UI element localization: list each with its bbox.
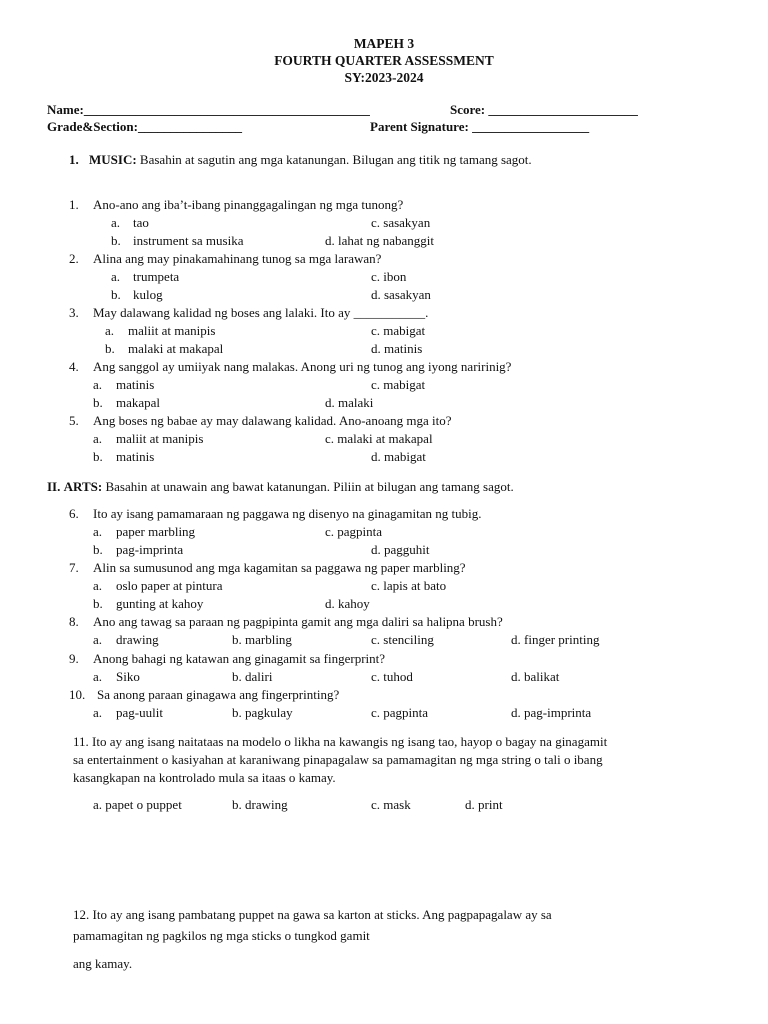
q9-choice-a-letter[interactable]: a. [93, 669, 103, 684]
q5-choice-b-letter[interactable]: b. [93, 449, 103, 464]
section-arts-title: ARTS: [63, 479, 103, 494]
parent-signature-field[interactable]: Parent Signature: __________________ [370, 119, 590, 134]
question-7-text: Alin sa sumusunod ang mga kagamitan sa paggawa ng paper marbling? [93, 560, 466, 575]
question-2-number: 2. [69, 251, 79, 266]
q6-choice-d[interactable]: d. pagguhit [371, 542, 430, 557]
section-music-instruction: Basahin at sagutin ang mga katanungan. Bilugan ang titik ng tamang sagot. [139, 152, 532, 167]
q3-choice-d[interactable]: d. matinis [371, 341, 423, 356]
question-1-number: 1. [69, 197, 79, 212]
q11-choice-a[interactable]: a. papet o puppet [93, 797, 182, 812]
question-10-number: 10. [69, 687, 86, 702]
section-music-number: 1. [69, 152, 79, 167]
question-5-text: Ang boses ng babae ay may dalawang kalidad. Ano-anoang mga ito? [93, 413, 452, 428]
name-field[interactable]: Name:____________________________________________ [47, 102, 370, 117]
section-arts-heading [47, 480, 514, 493]
section-arts-number: II. [47, 479, 61, 494]
q3-choice-b[interactable]: malaki at makapal [128, 341, 224, 356]
q10-choice-c[interactable]: c. pagpinta [371, 705, 429, 720]
q2-choice-a-letter[interactable]: a. [111, 269, 121, 284]
q2-choice-b[interactable]: kulog [133, 287, 163, 302]
q6-choice-b-letter[interactable]: b. [93, 542, 103, 557]
q4-choice-b[interactable]: makapal [116, 395, 161, 410]
q4-choice-d[interactable]: d. malaki [325, 395, 374, 410]
question-11-line-1: 11. Ito ay ang isang naitataas na modelo o likha na kawangis ng isang tao, hayop o bagay na ginagamit [73, 734, 608, 749]
question-6-text: Ito ay isang pamamaraan ng paggawa ng disenyo na ginagamitan ng tubig. [93, 506, 482, 521]
score-field[interactable]: Score: _______________________ [450, 102, 638, 117]
q5-choice-c[interactable]: c. malaki at makapal [325, 431, 433, 446]
question-8-text: Ano ang tawag sa paraan ng pagpipinta gamit ang mga daliri sa halipna brush? [93, 614, 503, 629]
q9-choice-d[interactable]: d. balikat [511, 669, 560, 684]
q5-choice-a-letter[interactable]: a. [93, 431, 103, 446]
q11-choice-d[interactable]: d. print [465, 797, 503, 812]
q8-choice-a-letter[interactable]: a. [93, 632, 103, 647]
q1-choice-c[interactable]: c. sasakyan [371, 215, 431, 230]
q4-choice-c[interactable]: c. mabigat [371, 377, 426, 392]
section-arts-instruction: Basahin at unawain ang bawat katanungan. Piliin at bilugan ang tamang sagot. [105, 479, 514, 494]
q8-choice-c[interactable]: c. stenciling [371, 632, 434, 647]
question-9-number: 9. [69, 651, 79, 666]
subject-title: MAPEH 3 [353, 36, 415, 51]
q10-choice-a[interactable]: pag-uulit [116, 705, 163, 720]
q7-choice-d[interactable]: d. kahoy [325, 596, 370, 611]
question-4-text: Ang sanggol ay umiiyak nang malakas. Anong uri ng tunog ang iyong naririnig? [93, 359, 512, 374]
q1-choice-b[interactable]: instrument sa musika [133, 233, 244, 248]
q1-choice-b-letter[interactable]: b. [111, 233, 121, 248]
q4-choice-b-letter[interactable]: b. [93, 395, 103, 410]
question-12-line-3: ang kamay. [73, 956, 133, 971]
q3-choice-a[interactable]: maliit at manipis [128, 323, 216, 338]
section-music-title: MUSIC: [89, 152, 137, 167]
quarter-title: FOURTH QUARTER ASSESSMENT [274, 53, 494, 68]
q1-choice-a-letter[interactable]: a. [111, 215, 121, 230]
q5-choice-a[interactable]: maliit at manipis [116, 431, 204, 446]
question-4-number: 4. [69, 359, 79, 374]
question-11-line-2: sa entertainment o kasiyahan at karaniwang pinapagalaw sa pamamagitan ng mga string o tali o ibang [73, 752, 603, 767]
q2-choice-b-letter[interactable]: b. [111, 287, 121, 302]
section-music-heading [69, 153, 532, 166]
question-12-line-2: pamamagitan ng pagkilos ng mga sticks o tungkod gamit [73, 928, 370, 943]
q6-choice-c[interactable]: c. pagpinta [325, 524, 383, 539]
q8-choice-a[interactable]: drawing [116, 632, 159, 647]
q4-choice-a[interactable]: matinis [116, 377, 155, 392]
q1-choice-a[interactable]: tao [133, 215, 149, 230]
q2-choice-a[interactable]: trumpeta [133, 269, 180, 284]
question-9-text: Anong bahagi ng katawan ang ginagamit sa fingerprint? [93, 651, 386, 666]
question-10-text: Sa anong paraan ginagawa ang fingerprinting? [97, 687, 340, 702]
q1-choice-d[interactable]: d. lahat ng nabanggit [325, 233, 435, 248]
q9-choice-b[interactable]: b. daliri [232, 669, 273, 684]
q6-choice-a-letter[interactable]: a. [93, 524, 103, 539]
q7-choice-b[interactable]: gunting at kahoy [116, 596, 204, 611]
q3-choice-a-letter[interactable]: a. [105, 323, 115, 338]
q8-choice-b[interactable]: b. marbling [232, 632, 292, 647]
q3-choice-b-letter[interactable]: b. [105, 341, 115, 356]
q7-choice-c[interactable]: c. lapis at bato [371, 578, 447, 593]
question-8-number: 8. [69, 614, 79, 629]
q8-choice-d[interactable]: d. finger printing [511, 632, 600, 647]
q10-choice-a-letter[interactable]: a. [93, 705, 103, 720]
q2-choice-d[interactable]: d. sasakyan [371, 287, 431, 302]
question-3-number: 3. [69, 305, 79, 320]
q9-choice-a[interactable]: Siko [116, 669, 140, 684]
school-year: SY:2023-2024 [344, 70, 424, 85]
q10-choice-d[interactable]: d. pag-imprinta [511, 705, 592, 720]
question-1-text: Ano-ano ang iba’t-ibang pinanggagalingan ng mga tunong? [93, 197, 404, 212]
q11-choice-b[interactable]: b. drawing [232, 797, 288, 812]
question-6-number: 6. [69, 506, 79, 521]
question-5-number: 5. [69, 413, 79, 428]
q6-choice-b[interactable]: pag-imprinta [116, 542, 184, 557]
q6-choice-a[interactable]: paper marbling [116, 524, 196, 539]
q10-choice-b[interactable]: b. pagkulay [232, 705, 293, 720]
question-3-text: May dalawang kalidad ng boses ang lalaki. Ito ay ___________. [93, 305, 429, 320]
question-11-line-3: kasangkapan na kontrolado mula sa itaas o kamay. [73, 770, 336, 785]
q5-choice-d[interactable]: d. mabigat [371, 449, 426, 464]
q11-choice-c[interactable]: c. mask [371, 797, 411, 812]
q7-choice-a[interactable]: oslo paper at pintura [116, 578, 223, 593]
q2-choice-c[interactable]: c. ibon [371, 269, 407, 284]
q7-choice-a-letter[interactable]: a. [93, 578, 103, 593]
q7-choice-b-letter[interactable]: b. [93, 596, 103, 611]
q9-choice-c[interactable]: c. tuhod [371, 669, 413, 684]
q5-choice-b[interactable]: matinis [116, 449, 155, 464]
q4-choice-a-letter[interactable]: a. [93, 377, 103, 392]
question-2-text: Alina ang may pinakamahinang tunog sa mga larawan? [93, 251, 382, 266]
q3-choice-c[interactable]: c. mabigat [371, 323, 426, 338]
question-12-line-1: 12. Ito ay ang isang pambatang puppet na gawa sa karton at sticks. Ang pagpapagalaw ay sa [73, 907, 552, 922]
grade-section-field[interactable]: Grade&Section:________________ [47, 119, 242, 134]
question-7-number: 7. [69, 560, 79, 575]
